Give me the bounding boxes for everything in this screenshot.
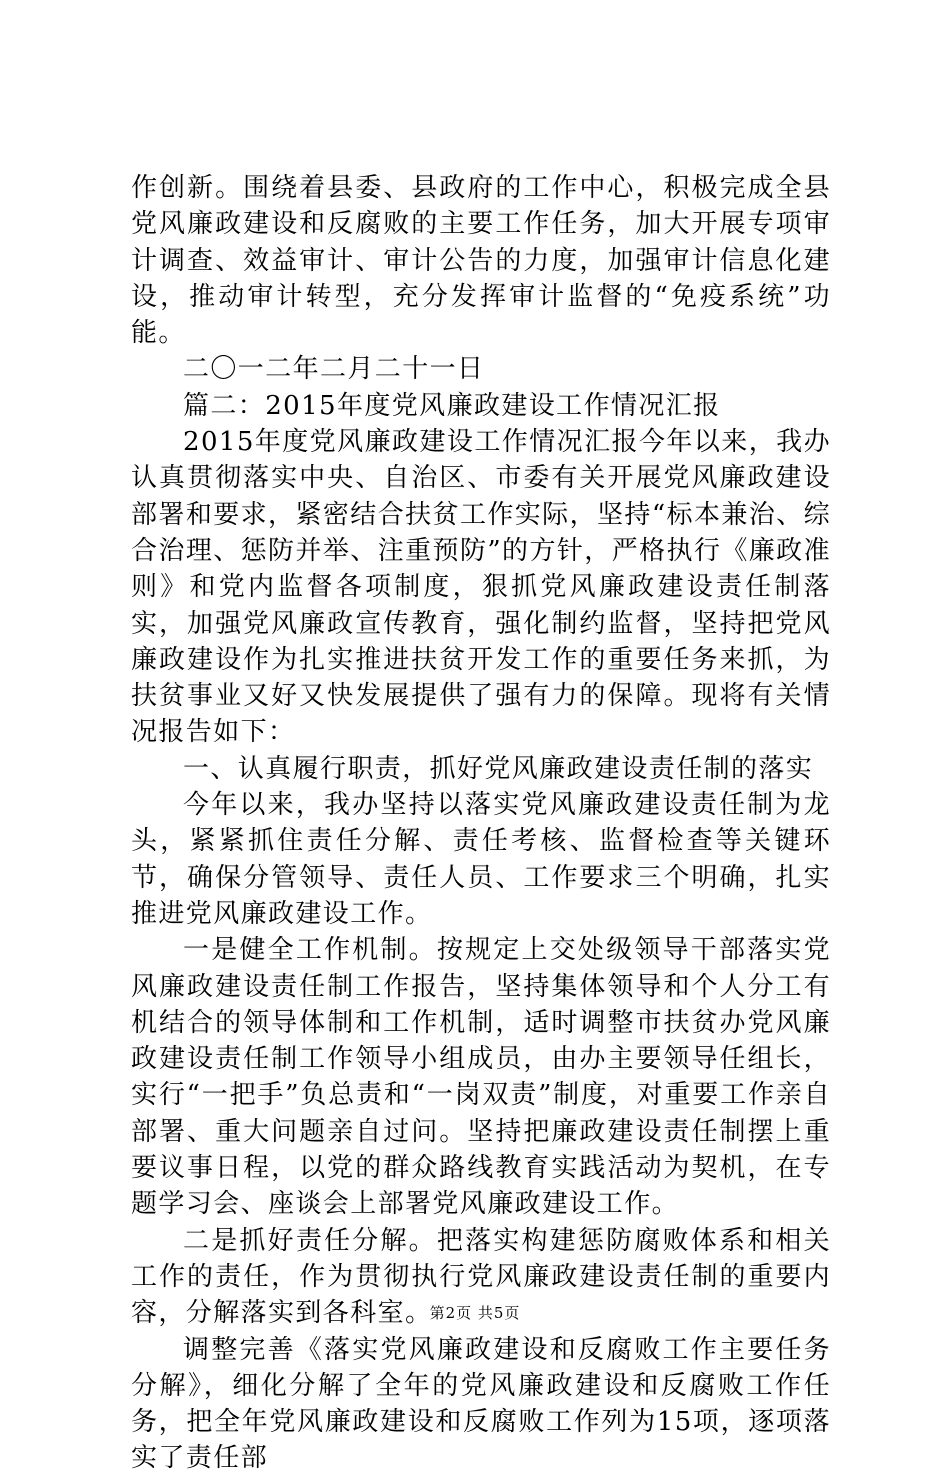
paragraph-adjust: 调整完善《落实党风廉政建设和反腐败工作主要任务分解》，细化分解了全年的党风廉政建设和反腐败工作任务，把全年党风廉政建设和反腐败工作列为15项，逐项落实了责任部 <box>131 1334 831 1474</box>
paragraph-point-two: 二是抓好责任分解。把落实构建惩防腐败体系和相关工作的责任，作为贯彻执行党风廉政建设责任制的重要内容，分解落实到各科室。 <box>131 1225 831 1329</box>
document-body <box>131 170 831 1477</box>
paragraph-date: 二〇一二年二月二十一日 <box>183 354 485 385</box>
paragraph-1: 作创新。围绕着县委、县政府的工作中心，积极完成全县党风廉政建设和反腐败的主要工作任务，加大开展专项审计调查、效益审计、审计公告的力度，加强审计信息化建设，推动审计转型，充分发挥审计监督的“免疫系统”功能。 <box>131 173 831 349</box>
section-title: 篇二：2015年度党风廉政建设工作情况汇报 <box>183 390 721 421</box>
paragraph-intro: 2015年度党风廉政建设工作情况汇报今年以来，我办认真贯彻落实中央、自治区、市委有关开展党风廉政建设部署和要求，紧密结合扶贫工作实际，坚持“标本兼治、综合治理、惩防并举、注重预防”的方针，严格执行《廉政准则》和党内监督各项制度，狠抓党风廉政建设责任制落实，加强党风廉政宣传教育，强化制约监督，坚持把党风廉政建设作为扎实推进扶贫开发工作的重要任务来抓，为扶贫事业又好又快发展提供了强有力的保障。现将有关情况报告如下： <box>131 427 831 748</box>
page-number: 第2页 共5页 <box>429 1304 521 1322</box>
paragraph-overview: 今年以来，我办坚持以落实党风廉政建设责任制为龙头，紧紧抓住责任分解、责任考核、监督检查等关键环节，确保分管领导、责任人员、工作要求三个明确，扎实推进党风廉政建设工作。 <box>131 790 831 929</box>
paragraph-point-one: 一是健全工作机制。按规定上交处级领导干部落实党风廉政建设责任制工作报告，坚持集体领导和个人分工有机结合的领导体制和工作机制，适时调整市扶贫办党风廉政建设责任制工作领导小组成员，由办主要领导任组长，实行“一把手”负总责和“一岗双责”制度，对重要工作亲自部署、重大问题亲自过问。坚持把廉政建设责任制摆上重要议事日程，以党的群众路线教育实践活动为契机，在专题学习会、座谈会上部署党风廉政建设工作。 <box>131 935 831 1220</box>
heading-one: 一、认真履行职责，抓好党风廉政建设责任制的落实 <box>183 753 814 784</box>
